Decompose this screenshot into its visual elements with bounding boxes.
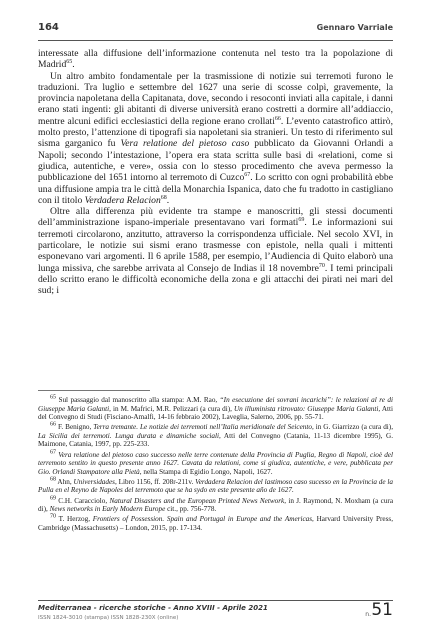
footnote: $^{67}$ Vera relatione del pietoso caso successo nelle terre contenute della Provincia di Puglia, Regno di Napoli, cioè del terremoto sentito in questo presente anno 1627. Cavata da relationi, come si giudica, autentiche, e vere, pubblicata per Gio. Orlandi Stampatore alla Pietà, nella Stampa di Egidio Longo, Napoli, 1627. [38,449,393,476]
header-divider [38,40,393,41]
footnote: $^{70}$ T. Herzog, Frontiers of Possession. Spain and Portugal in Europe and the Americas, Harvard University Press, Cambridge (Massachusetts) – London, 2015, pp. 17-134. [38,513,393,532]
paragraph: Un altro ambito fondamentale per la trasmissione di notizie sui terremoti furono le traduzioni. Tra luglio e settembre del 1627 una serie di scosse colpì, gravemente, la provincia napoletana della Capitanata, dove, secondo i resoconti inviati alla capitale, i danni erano stati ingenti: gli abitanti di diverse università erano costretti a dormire all’addiaccio, mentre alcuni edifici ecclesiastici della regione erano crollati$^{66}$. L’evento catastrofico attirò, molto presto, l’attenzione di tipografi sia napoletani sia stranieri. Un testo di riferimento sul sisma garganico fu Vera relatione del pietoso caso pubblicato da Giovanni Orlandi a Napoli; secondo l’intestazione, l’opera era stata scritta sulle basi di «relationi, come si giudica, autentiche, e vere», ossia con lo stesso procedimento che aveva permesso la pubblicazione del 1651 intorno al terremoto di Cuzco$^{67}$. Lo scritto con ogni probabilità ebbe una diffusione ampia tra le città della Monarchia Ispanica, dato che fu tradotto in castigliano con il titolo Verdadera Relacion$^{68}$. [38,70,393,206]
work-title: Vera relatione del pietoso caso [120,138,250,150]
footnote-ref[interactable]: 68 [160,194,167,201]
issue-label: n. [365,611,371,618]
running-author: Gennaro Varriale [316,23,393,32]
footnote-ref[interactable]: 69 [298,217,305,224]
page-number: 164 [38,22,59,33]
main-text [38,48,393,297]
footnote: $^{69}$ C.H. Caracciolo, Natural Disasters and the European Printed News Network, in J. Raymond, N. Moxham (a cura di), News networks in Early Modern Europe cit., pp. 756-778. [38,495,394,514]
footnote-divider [38,390,150,391]
paragraph: interessate alla diffusione dell’informazione contenuta nel testo tra la popolazione di Madrid$^{65}$. [38,48,393,71]
footnote-ref[interactable]: 70 [318,262,325,269]
issn-line: ISSN 1824-3010 (stampa) ISSN 1828-230X (online) [38,615,179,621]
running-header [38,22,393,38]
footnote: $^{65}$ Sul passaggio dal manoscritto alla stampa: A.M. Rao, “In esecuzione dei sovrani incarichi”: le relazioni al re di Giuseppe Maria Galanti, in M. Mafrici, M.R. Pelizzari (a cura di), Un illuminista ritrovato: Giuseppe Maria Galanti, Atti del Convegno di Studi (Fisciano-Amalfi, 14-16 febbraio 2002), Laveglia, Salerno, 2006, pp. 55-71. [38,394,394,422]
journal-name: Mediterranea - ricerche storiche - Anno XVIII - Aprile 2021 [38,604,268,612]
footnote: $^{66}$ F. Benigno, Terra tremante. Le notizie dei terremoti nell’Italia meridionale del Seicento, in G. Giarrizzo (a cura di), La Sicilia dei terremoti. Lunga durata e dinamiche sociali, Atti del Convegno (Catania, 11-13 dicembre 1995), G. Maimone, Catania, 1997, pp. 225-233. [38,421,393,449]
issue-number: 51 [371,600,393,620]
footnote-ref[interactable]: 66 [274,115,281,122]
paragraph: Oltre alla differenza più evidente tra stampe e manoscritti, gli stessi documenti dell’amministrazione ispano-imperiale presentavano vari formati$^{69}$. Le informazioni sui terremoti circolarono, anzitutto, attraverso la corrispondenza ufficiale. Nel secolo XVI, in particolare, le notizie sui sismi erano trasmesse con epistole, nella quali i mittenti esponevano vari argomenti. Il 6 aprile 1588, per esempio, l’Audiencia di Quito elaborò una lunga missiva, che sarebbe arrivata al Consejo de Indias il 18 novembre$^{70}$. I temi principali dello scritto erano le difficoltà economiche della zona e gli attacchi dei pirati nei mari del sud; i [38,206,393,297]
page-footer [38,602,393,630]
footnote: $^{68}$ Ahn, Universidades, Libro 1156, ff. 208r-211v. Verdadera Relacion del lastimoso caso sucesso en la Provincia de la Pulla en el Reyno de Napoles del terremoto que se ha sydo en este presente año de 1627. [38,476,393,495]
footer-divider [38,600,393,601]
footnote-ref[interactable]: 65 [66,59,73,66]
footnotes [38,396,393,534]
footnote-ref[interactable]: 67 [244,172,251,179]
work-title: Verdadera Relacion [84,194,161,206]
